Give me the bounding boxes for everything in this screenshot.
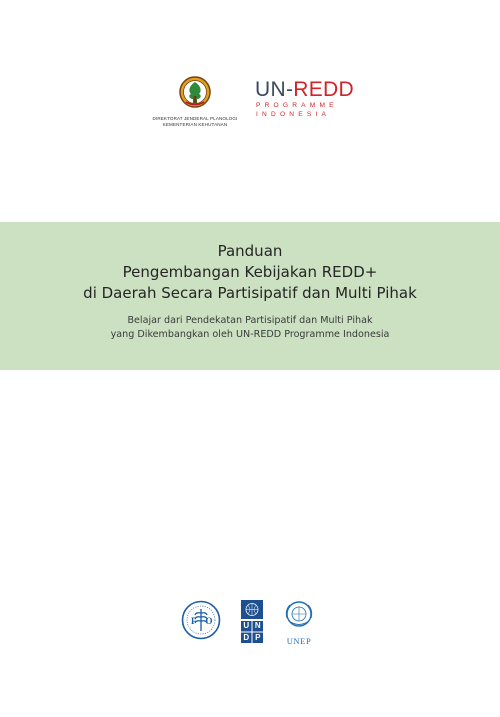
undp-letter-u: U: [243, 621, 250, 630]
programme-text: PROGRAMME: [256, 102, 338, 109]
redd-text: REDD: [293, 78, 354, 101]
undp-letter-n: N: [254, 621, 261, 630]
title-band: [0, 222, 500, 370]
indonesia-text: INDONESIA: [256, 111, 331, 118]
un-redd-wordmark: [255, 79, 365, 101]
title-line-2: Pengembangan Kebijakan REDD+: [122, 263, 378, 281]
ministry-emblem-icon: [179, 76, 211, 110]
unep-label: UNEP: [286, 636, 312, 646]
title-line-1: Panduan: [217, 242, 283, 260]
title-line-3: di Daerah Secara Partisipatif dan Multi Pihak: [83, 284, 417, 302]
footer-logos: [0, 600, 500, 645]
undp-letter-d: D: [243, 632, 250, 642]
unep-emblem-icon: [280, 600, 318, 630]
ministry-line-1: DIREKTORAT JENDERAL PLANOLOGI: [152, 116, 238, 121]
un-redd-dash: -: [285, 78, 294, 101]
svg-text:F: F: [191, 616, 197, 626]
undp-logo: [241, 600, 263, 649]
ministry-line-2: KEMENTERIAN KEHUTANAN: [162, 122, 228, 127]
un-text: UN: [255, 78, 286, 101]
ministry-logo: [140, 76, 250, 128]
fao-emblem-icon: [181, 600, 221, 640]
un-redd-logo: [255, 79, 365, 119]
subtitle-line-1: Belajar dari Pendekatan Partisipatif dan Multi Pihak: [127, 315, 373, 326]
undp-letter-p: P: [255, 632, 261, 642]
unep-logo: [280, 600, 318, 646]
svg-text:O: O: [205, 616, 213, 626]
header-logos: [0, 76, 500, 136]
fao-logo: [181, 600, 221, 645]
subtitle-line-2: yang Dikembangkan oleh UN-REDD Programme Indonesia: [110, 329, 390, 340]
